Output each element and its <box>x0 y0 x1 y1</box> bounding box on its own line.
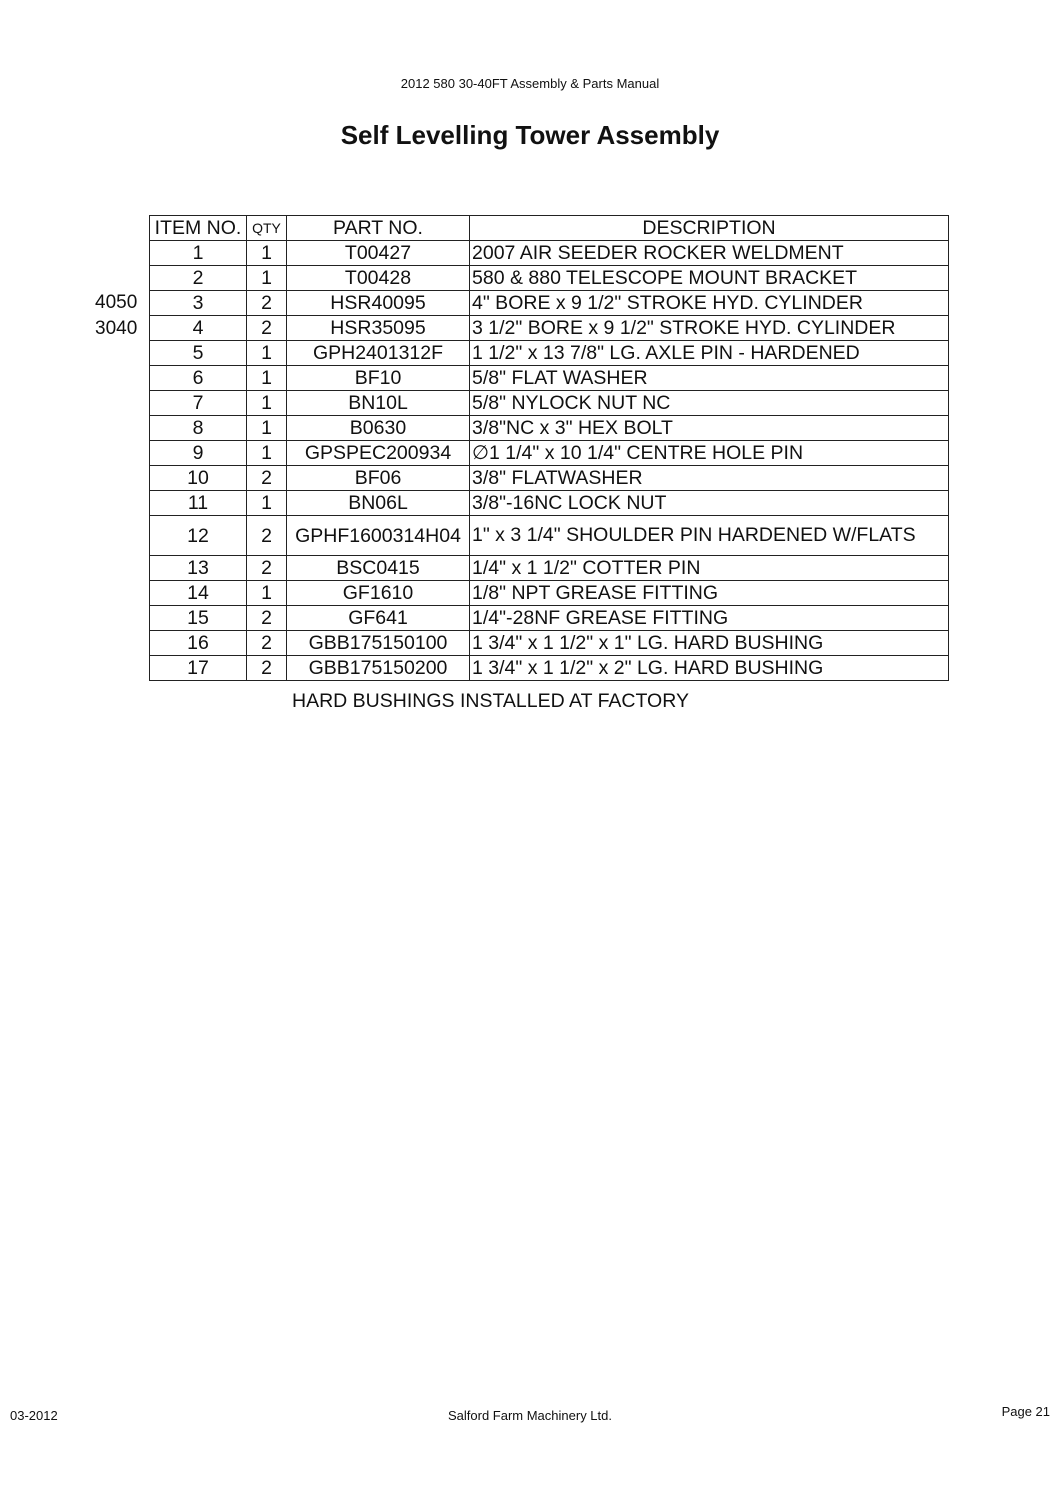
cell-qty: 1 <box>247 241 287 266</box>
table-row <box>150 391 949 416</box>
cell-item-no: 12 <box>150 516 247 556</box>
cell-item-no: 6 <box>150 366 247 391</box>
cell-part-no: T00427 <box>287 241 470 266</box>
parts-table-body <box>150 241 949 681</box>
table-row <box>150 291 949 316</box>
cell-part-no: T00428 <box>287 266 470 291</box>
cell-item-no: 15 <box>150 606 247 631</box>
cell-description: 4" BORE x 9 1/2" STROKE HYD. CYLINDER <box>470 291 949 316</box>
cell-qty: 1 <box>247 366 287 391</box>
header-part-no: PART NO. <box>287 216 470 241</box>
cell-item-no: 11 <box>150 491 247 516</box>
cell-qty: 2 <box>247 656 287 681</box>
cell-part-no: HSR35095 <box>287 316 470 341</box>
cell-item-no: 5 <box>150 341 247 366</box>
cell-item-no: 3 <box>150 291 247 316</box>
footer-date: 03-2012 <box>10 1408 58 1423</box>
cell-qty: 2 <box>247 466 287 491</box>
cell-item-no: 9 <box>150 441 247 466</box>
cell-part-no: HSR40095 <box>287 291 470 316</box>
cell-qty: 1 <box>247 581 287 606</box>
table-row <box>150 516 949 556</box>
table-row <box>150 656 949 681</box>
page-title: Self Levelling Tower Assembly <box>340 120 720 150</box>
table-row <box>150 416 949 441</box>
cell-part-no: BF06 <box>287 466 470 491</box>
cell-qty: 2 <box>247 316 287 341</box>
cell-item-no: 8 <box>150 416 247 441</box>
side-label-3040: 3040 <box>95 318 138 339</box>
footnote: HARD BUSHINGS INSTALLED AT FACTORY <box>292 690 689 712</box>
cell-description: 1/8" NPT GREASE FITTING <box>470 581 949 606</box>
cell-qty: 2 <box>247 516 287 556</box>
cell-qty: 1 <box>247 391 287 416</box>
table-row <box>150 466 949 491</box>
cell-description: 580 & 880 TELESCOPE MOUNT BRACKET <box>470 266 949 291</box>
table-row <box>150 241 949 266</box>
table-row <box>150 366 949 391</box>
cell-part-no: GPSPEC200934 <box>287 441 470 466</box>
cell-description: 2007 AIR SEEDER ROCKER WELDMENT <box>470 241 949 266</box>
cell-part-no: B0630 <box>287 416 470 441</box>
parts-table <box>149 215 949 681</box>
cell-description: 3/8" FLATWASHER <box>470 466 949 491</box>
table-row <box>150 556 949 581</box>
cell-description: 3/8"-16NC LOCK NUT <box>470 491 949 516</box>
cell-qty: 1 <box>247 341 287 366</box>
cell-qty: 2 <box>247 291 287 316</box>
cell-item-no: 14 <box>150 581 247 606</box>
cell-description: 1 3/4" x 1 1/2" x 2" LG. HARD BUSHING <box>470 656 949 681</box>
cell-item-no: 16 <box>150 631 247 656</box>
cell-qty: 2 <box>247 631 287 656</box>
table-row <box>150 631 949 656</box>
table-row <box>150 441 949 466</box>
footer-page-number: Page 21 <box>1001 1404 1050 1419</box>
header-item-no: ITEM NO. <box>150 216 247 241</box>
cell-description: 3/8"NC x 3" HEX BOLT <box>470 416 949 441</box>
table-row <box>150 341 949 366</box>
cell-part-no: GBB175150200 <box>287 656 470 681</box>
header-qty: QTY <box>247 216 287 241</box>
table-header-row <box>150 216 949 241</box>
cell-part-no: GF1610 <box>287 581 470 606</box>
cell-description: 1/4"-28NF GREASE FITTING <box>470 606 949 631</box>
cell-part-no: BF10 <box>287 366 470 391</box>
cell-description: 3 1/2" BORE x 9 1/2" STROKE HYD. CYLINDER <box>470 316 949 341</box>
table-row <box>150 316 949 341</box>
header-description: DESCRIPTION <box>470 216 949 241</box>
table-row <box>150 491 949 516</box>
table-row <box>150 581 949 606</box>
cell-qty: 1 <box>247 441 287 466</box>
cell-part-no: BSC0415 <box>287 556 470 581</box>
footer-company: Salford Farm Machinery Ltd. <box>447 1408 612 1423</box>
manual-title: 2012 580 30-40FT Assembly & Parts Manual <box>400 76 660 91</box>
cell-item-no: 17 <box>150 656 247 681</box>
cell-item-no: 4 <box>150 316 247 341</box>
cell-item-no: 2 <box>150 266 247 291</box>
cell-part-no: BN10L <box>287 391 470 416</box>
cell-description: 1 1/2" x 13 7/8" LG. AXLE PIN - HARDENED <box>470 341 949 366</box>
cell-description: 1 3/4" x 1 1/2" x 1" LG. HARD BUSHING <box>470 631 949 656</box>
cell-qty: 2 <box>247 556 287 581</box>
cell-description: ∅1 1/4" x 10 1/4" CENTRE HOLE PIN <box>470 441 949 466</box>
cell-qty: 1 <box>247 266 287 291</box>
cell-item-no: 7 <box>150 391 247 416</box>
side-label-4050: 4050 <box>95 292 138 313</box>
cell-qty: 1 <box>247 491 287 516</box>
cell-part-no: GF641 <box>287 606 470 631</box>
cell-item-no: 1 <box>150 241 247 266</box>
cell-part-no: GBB175150100 <box>287 631 470 656</box>
cell-part-no: GPH2401312F <box>287 341 470 366</box>
table-row <box>150 266 949 291</box>
cell-description: 1" x 3 1/4" SHOULDER PIN HARDENED W/FLATS <box>470 516 949 556</box>
cell-description: 5/8" NYLOCK NUT NC <box>470 391 949 416</box>
cell-qty: 1 <box>247 416 287 441</box>
cell-description: 1/4" x 1 1/2" COTTER PIN <box>470 556 949 581</box>
cell-item-no: 10 <box>150 466 247 491</box>
cell-qty: 2 <box>247 606 287 631</box>
cell-item-no: 13 <box>150 556 247 581</box>
cell-part-no: BN06L <box>287 491 470 516</box>
cell-description: 5/8" FLAT WASHER <box>470 366 949 391</box>
table-row <box>150 606 949 631</box>
cell-part-no: GPHF1600314H04 <box>287 516 470 556</box>
